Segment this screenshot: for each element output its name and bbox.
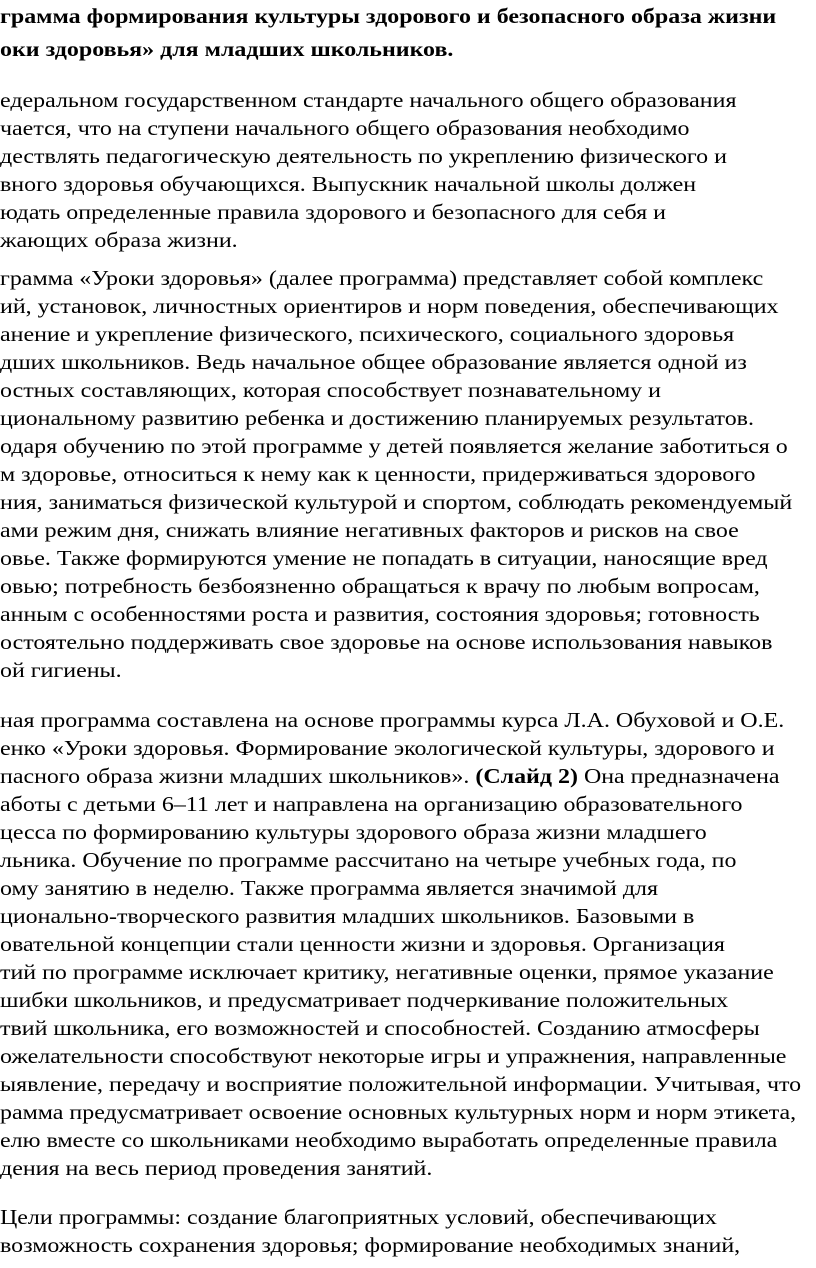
paragraph-line: дших школьников. Ведь начальное общее образование является одной из bbox=[0, 350, 747, 374]
paragraph-line-text: пасного образа жизни младших школьников». bbox=[0, 764, 470, 788]
paragraph-line: елю вместе со школьниками необходимо выработать определенные правила bbox=[0, 1128, 778, 1152]
paragraph-line: анным с особенностями роста и развития, состояния здоровья; готовность bbox=[0, 602, 760, 626]
paragraph-line: анение и укрепление физического, психического, социального здоровья bbox=[0, 322, 735, 346]
paragraph-line-text: Она предназначена bbox=[583, 764, 780, 788]
paragraph-line: ий, установок, личностных ориентиров и норм поведения, обеспечивающих bbox=[0, 294, 779, 318]
document-title-line-2: оки здоровья» для младших школьников. bbox=[0, 37, 454, 61]
paragraph-line: ами режим дня, снижать влияние негативных факторов и рисков на свое bbox=[0, 518, 739, 542]
paragraph-line: твий школьника, его возможностей и способностей. Созданию атмосферы bbox=[0, 1016, 760, 1040]
paragraph-line: тий по программе исключает критику, негативные оценки, прямое указание bbox=[0, 960, 774, 984]
paragraph-line: ыявление, передачу и восприятие положительной информации. Учитывая, что bbox=[0, 1072, 802, 1096]
paragraph-line bbox=[0, 762, 780, 790]
paragraph-line: остоятельно поддерживать свое здоровье на основе использования навыков bbox=[0, 630, 773, 654]
paragraph-line: юдать определенные правила здорового и безопасного для себя и bbox=[0, 200, 666, 224]
paragraph-line: ожелательности способствуют некоторые игры и упражнения, направленные bbox=[0, 1044, 787, 1068]
paragraph-line: рамма предусматривает освоение основных культурных норм и норм этикета, bbox=[0, 1100, 797, 1124]
paragraph-line: енко «Уроки здоровья. Формирование экологической культуры, здорового и bbox=[0, 736, 775, 760]
slide-reference: (Слайд 2) bbox=[475, 764, 578, 788]
paragraph-line: ния, заниматься физической культурой и спортом, соблюдать рекомендуемый bbox=[0, 490, 793, 514]
paragraph-line: ой гигиены. bbox=[0, 658, 122, 682]
paragraph-line: дения на весь период проведения занятий. bbox=[0, 1156, 433, 1180]
paragraph-line: льника. Обучение по программе рассчитано на четыре учебных года, по bbox=[0, 848, 737, 872]
document-title-line-1: грамма формирования культуры здорового и безопасного образа жизни bbox=[0, 4, 777, 28]
paragraph-line: чается, что на ступени начального общего образования необходимо bbox=[0, 116, 690, 140]
paragraph-line: жающих образа жизни. bbox=[0, 228, 238, 252]
paragraph-line: ная программа составлена на основе программы курса Л.А. Обуховой и О.Е. bbox=[0, 708, 785, 732]
paragraph-line: овью; потребность безбоязненно обращаться к врачу по любым вопросам, bbox=[0, 574, 760, 598]
paragraph-line: грамма «Уроки здоровья» (далее программа) представляет собой комплекс bbox=[0, 266, 764, 290]
paragraph-line: овательной концепции стали ценности жизни и здоровья. Организация bbox=[0, 932, 725, 956]
paragraph-line: ому занятию в неделю. Также программа является значимой для bbox=[0, 876, 658, 900]
paragraph-line: вного здоровья обучающихся. Выпускник начальной школы должен bbox=[0, 172, 697, 196]
paragraph-line: дествлять педагогическую деятельность по укреплению физического и bbox=[0, 144, 727, 168]
paragraph-line: цесса по формированию культуры здорового образа жизни младшего bbox=[0, 820, 707, 844]
paragraph-line: овье. Также формируются умение не попадать в ситуации, наносящие вред bbox=[0, 546, 768, 570]
paragraph-line: остных составляющих, которая способствует познавательному и bbox=[0, 378, 661, 402]
paragraph-line: одаря обучению по этой программе у детей появляется желание заботиться о bbox=[0, 434, 788, 458]
paragraph-line: аботы с детьми 6–11 лет и направлена на организацию образовательного bbox=[0, 792, 743, 816]
paragraph-line: возможность сохранения здоровья; формирование необходимых знаний, bbox=[0, 1233, 741, 1257]
paragraph-line: едеральном государственном стандарте начального общего образования bbox=[0, 88, 737, 112]
paragraph-line: циональному развитию ребенка и достижению планируемых результатов. bbox=[0, 406, 754, 430]
paragraph-line: м здоровье, относиться к нему как к ценности, придерживаться здорового bbox=[0, 462, 756, 486]
paragraph-line: ционально-творческого развития младших школьников. Базовыми в bbox=[0, 904, 695, 928]
paragraph-line: шибки школьников, и предусматривает подчеркивание положительных bbox=[0, 988, 729, 1012]
paragraph-line: Цели программы: создание благоприятных условий, обеспечивающих bbox=[0, 1205, 717, 1229]
